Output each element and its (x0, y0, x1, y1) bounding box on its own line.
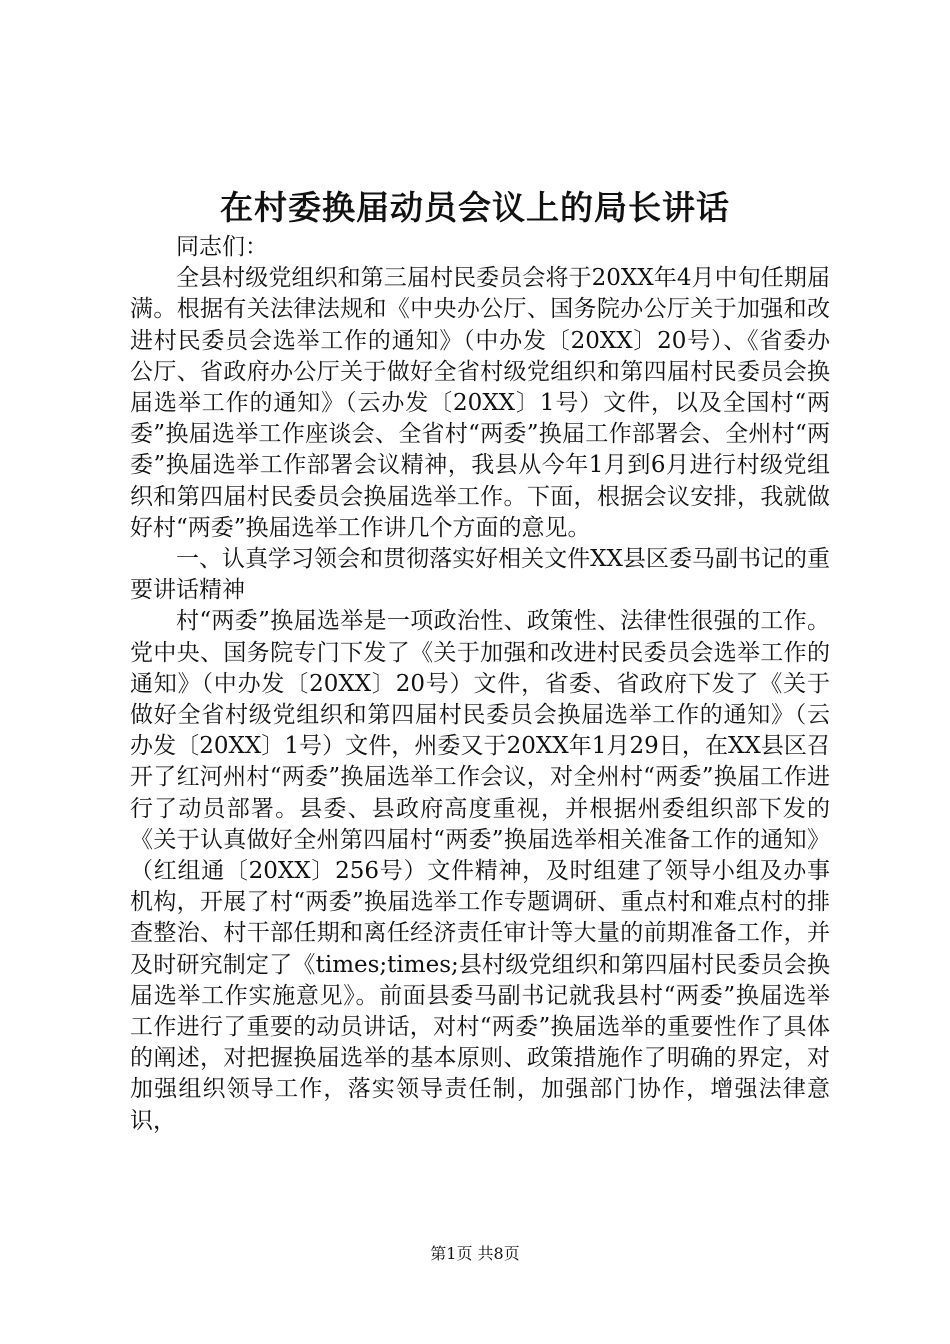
paragraph-intro: 全县村级党组织和第三届村民委员会将于20XX年4月中旬任期届满。根据有关法律法规和《中央办公厅、国务院办公厅关于加强和改进村民委员会选举工作的通知》（中办发〔20XX〕20号）、《省委办公厅、省政府办公厅关于做好全省村级党组织和第四届村民委员会换届选举工作的通知》（云办发〔20XX〕1号）文件，以及全国村“两委”换届选举工作座谈会、全省村“两委”换届工作部署会、全州村“两委”换届选举工作部署会议精神，我县从今年1月到6月进行村级党组织和第四届村民委员会换届选举工作。下面，根据会议安排，我就做好村“两委”换届选举工作讲几个方面的意见。 (130, 265, 830, 541)
salutation: 同志们： (176, 234, 268, 260)
page-footer: 第1页 共8页 (430, 1244, 520, 1263)
document-title: 在村委换届动员会议上的局长讲话 (220, 188, 730, 227)
paragraph-section-1: 村“两委”换届选举是一项政治性、政策性、法律性很强的工作。党中央、国务院专门下发了《关于加强和改进村民委员会选举工作的通知》（中办发〔20XX〕20号）文件，省委、省政府下发了《关于做好全省村级党组织和第四届村民委员会换届选举工作的通知》（云办发〔20XX〕1号）文件，州委又于20XX年1月29日，在XX县区召开了红河州村“两委”换届选举工作会议，对全州村“两委”换届工作进行了动员部署。县委、县政府高度重视，并根据州委组织部下发的《关于认真做好全州第四届村“两委”换届选举相关准备工作的通知》（红组通〔20XX〕256号）文件精神，及时组建了领导小组及办事机构，开展了村“两委”换届选举工作专题调研、重点村和难点村的排查整治、村干部任期和离任经济责任审计等大量的前期准备工作，并及时研究制定了《times;times;县村级党组织和第四届村民委员会换届选举工作实施意见》。前面县委马副书记就我县村“两委”换届选举工作进行了重要的动员讲话，对村“两委”换届选举的重要性作了具体的阐述，对把握换届选举的基本原则、政策措施作了明确的界定，对加强组织领导工作，落实领导责任制，加强部门协作，增强法律意识， (130, 608, 830, 1134)
document-body (130, 232, 830, 1137)
section-heading-1: 一、认真学习领会和贯彻落实好相关文件XX县区委马副书记的重要讲话精神 (130, 546, 830, 604)
